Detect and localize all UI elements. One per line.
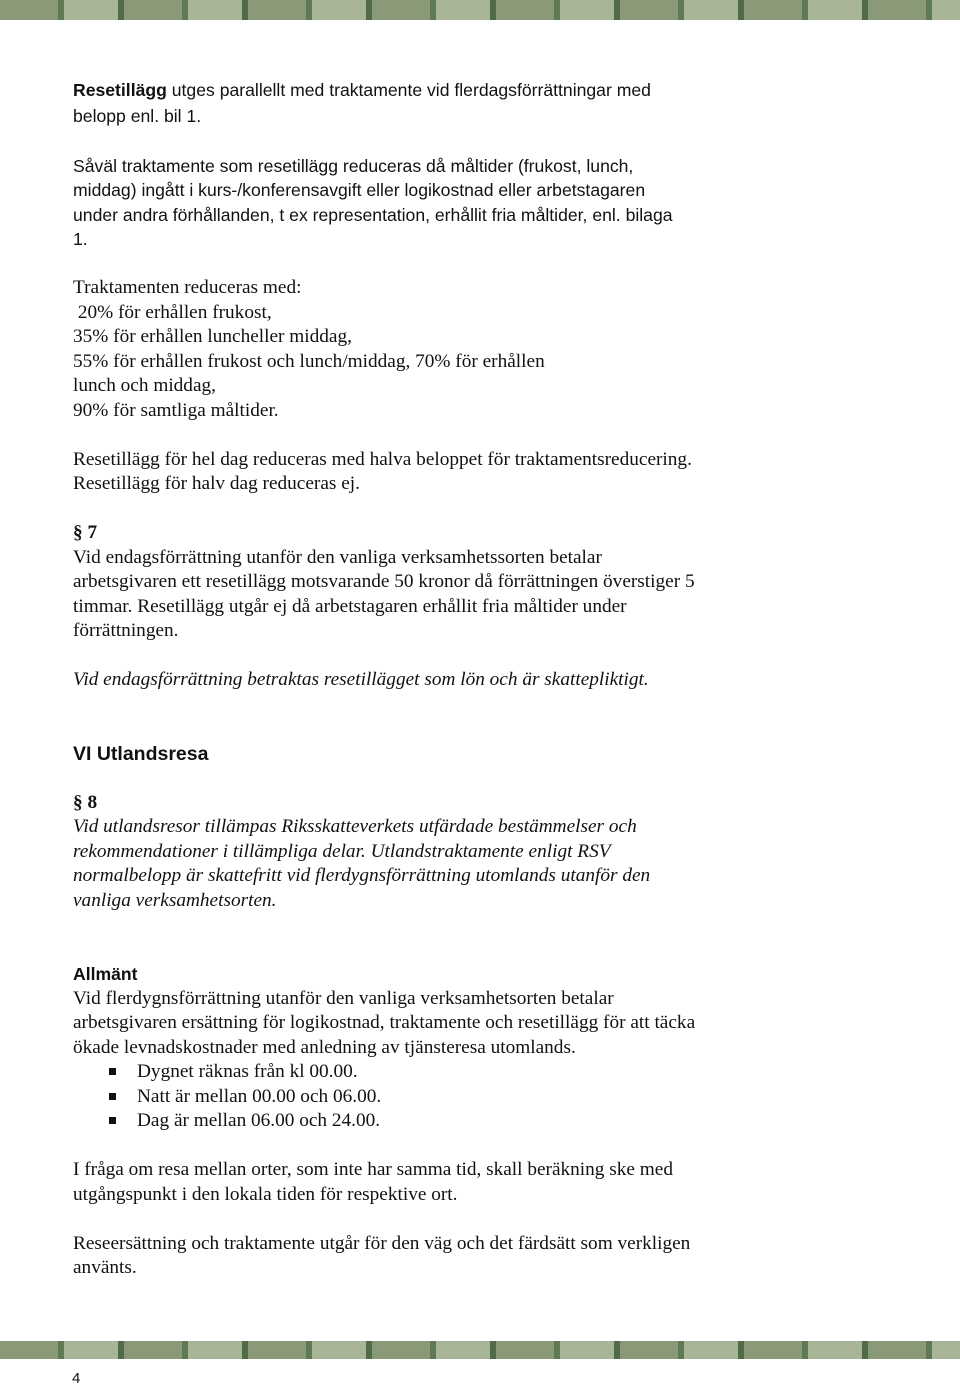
paragraph-7-heading: § 7 bbox=[73, 522, 98, 543]
square-bullet-icon bbox=[109, 1068, 116, 1075]
paragraph-8-heading: § 8 bbox=[73, 791, 98, 813]
allmant-heading: Allmänt bbox=[73, 964, 138, 984]
list-item: Dygnet räknas från kl 00.00. bbox=[107, 1060, 783, 1085]
travel-compensation-paragraph: Reseersättning och traktamente utgår för den väg och det färdsätt som verkligen använts. bbox=[73, 1232, 691, 1278]
section-title-utlandsresa: VI Utlandsresa bbox=[73, 742, 209, 765]
tax-note: Vid endagsförrättning betraktas resetillägget som lön och är skattepliktigt. bbox=[73, 669, 649, 690]
time-definitions-list bbox=[73, 1060, 783, 1134]
reduction-rates-paragraph: Traktamenten reduceras med: 20% för erhållen frukost, 35% för erhållen luncheller middag, 55% för erhållen frukost och lunch/middag, 70% för erhållen lunch och middag, 90% för samtliga måltider. bbox=[73, 277, 545, 421]
page-number: 4 bbox=[72, 1370, 81, 1387]
section-8: § 8 Vid utlandsresor tillämpas Riksskatteverkets utfärdade bestämmelser och rekommendationer i tillämpliga delar. Utlandstraktamente enligt RSV normalbelopp är skattefritt vid flerdygnsförrättning utomlands utanför den vanliga verksamhetsorten. bbox=[73, 791, 651, 911]
square-bullet-icon bbox=[109, 1117, 116, 1124]
local-time-paragraph: I fråga om resa mellan orter, som inte har samma tid, skall beräkning ske med utgångspunkt i den lokala tiden för respektive ort. bbox=[73, 1159, 673, 1205]
square-bullet-icon bbox=[109, 1093, 116, 1100]
allmant-paragraph: Vid flerdygnsförrättning utanför den vanliga verksamhetsorten betalar arbetsgivaren ersättning för logikostnad, traktamente och resetillägg för att täcka ökade levnadskostnader med anledning av tjänsteresa utomlands. bbox=[73, 987, 696, 1058]
section-7: § 7 Vid endagsförrättning utanför den vanliga verksamhetssorten betalar arbetsgivaren ett resetillägg motsvarande 50 kronor då förrättningen överstiger 5 timmar. Resetillägg utgår ej då arbetstagaren erhållit fria måltider under förrättningen. bbox=[73, 522, 695, 641]
document-body bbox=[73, 78, 783, 1281]
day-reduction-paragraph: Resetillägg för hel dag reduceras med halva beloppet för traktamentsreducering. Resetillägg för halv dag reduceras ej. bbox=[73, 448, 692, 494]
reduction-rule-paragraph: Såväl traktamente som resetillägg reduceras då måltider (frukost, lunch, middag) ingått i kurs-/konferensavgift eller logikostnad eller arbetstagaren under andra förhållanden, t ex representation, erhållit fria måltider, enl. bilaga 1. bbox=[73, 155, 673, 249]
resetillagg-intro-paragraph: Resetillägg utges parallellt med traktamente vid flerdagsförrättningar med belopp enl. bil 1. bbox=[73, 80, 651, 126]
top-decorative-stripe bbox=[0, 0, 960, 20]
bottom-decorative-stripe bbox=[0, 1341, 960, 1359]
resetillagg-term: Resetillägg bbox=[73, 80, 167, 100]
list-item: Natt är mellan 00.00 och 06.00. bbox=[107, 1085, 783, 1110]
list-item: Dag är mellan 06.00 och 24.00. bbox=[107, 1109, 783, 1134]
